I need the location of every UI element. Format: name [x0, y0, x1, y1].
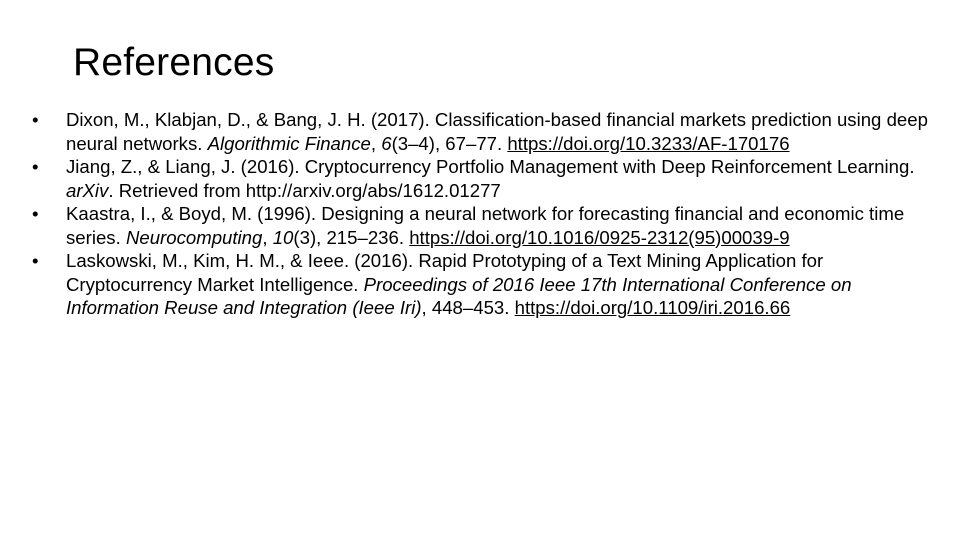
journal-name: arXiv: [66, 179, 109, 201]
separator: ,: [370, 132, 382, 154]
volume: 6: [381, 132, 392, 154]
slide-title: References: [73, 41, 275, 84]
reference-text: Laskowski, M., Kim, H. M., & Ieee. (2016). Rapid Prototyping of a Text Mining Application for Cryptocurrency Market Intelligence.: [66, 250, 824, 295]
bullet: •: [32, 203, 39, 224]
reference-details: , 448–453.: [421, 297, 515, 318]
reference-details: . Retrieved from http://arxiv.org/abs/1612.01277: [108, 179, 501, 201]
references-list: [32, 108, 932, 320]
volume: 10: [272, 226, 294, 248]
reference-details: (3–4), 67–77.: [391, 132, 508, 154]
doi-link[interactable]: https://doi.org/10.3233/AF-170176: [507, 132, 790, 154]
journal-name: Neurocomputing: [125, 226, 263, 248]
reference-text: Dixon, M., Klabjan, D., & Bang, J. H. (2017). Classification-based financial markets prediction using deep neural networks.: [66, 109, 928, 154]
doi-link[interactable]: https://doi.org/10.1109/iri.2016.66: [514, 297, 791, 318]
reference-item: [32, 108, 932, 155]
reference-text: Kaastra, I., & Boyd, M. (1996). Designing a neural network for forecasting financial and economic time series.: [66, 203, 905, 248]
reference-item: [32, 155, 932, 202]
journal-name: Proceedings of 2016 Ieee 17th International Conference on Information Reuse and Integration (Ieee Iri): [66, 273, 852, 318]
reference-item: [32, 202, 932, 249]
bullet: •: [32, 250, 39, 271]
reference-text: Jiang, Z., & Liang, J. (2016). Cryptocurrency Portfolio Management with Deep Reinforcement Learning.: [66, 156, 915, 177]
bullet: •: [32, 109, 39, 130]
reference-details: (3), 215–236.: [293, 226, 410, 248]
journal-name: Algorithmic Finance: [207, 132, 371, 154]
doi-link[interactable]: https://doi.org/10.1016/0925-2312(95)00039-9: [409, 226, 790, 248]
separator: ,: [262, 226, 273, 248]
bullet: •: [32, 156, 39, 177]
reference-item: [32, 249, 932, 320]
